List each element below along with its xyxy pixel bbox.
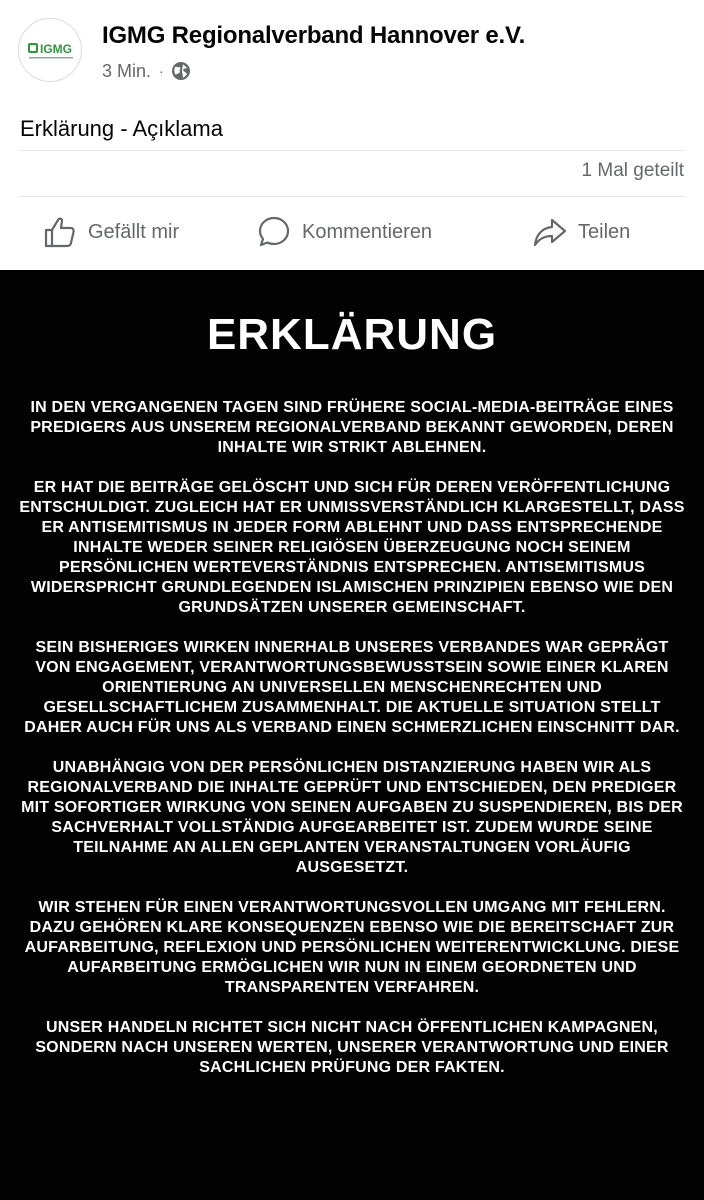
globe-icon[interactable] [171,61,191,81]
comment-bubble-icon [256,214,292,250]
post-time[interactable]: 3 Min. [102,60,152,81]
divider [20,196,684,197]
igmg-logo [19,19,82,82]
statement-title: ERKLÄRUNG [206,310,498,359]
meta-separator: · [159,63,164,79]
like-button[interactable] [42,206,179,258]
thumbs-up-icon [42,214,78,250]
action-bar [0,206,704,258]
post-meta [102,60,191,82]
post-text: Erklärung - Açıklama [20,116,223,141]
share-count[interactable]: 1 Mal geteilt [581,160,684,181]
statement-paragraph: WIR STEHEN FÜR EINEN VERANTWORTUNGSVOLLEN UMGANG MIT FEHLERN. DAZU GEHÖREN KLARE KONSEQUENZEN EBENSO WIE DIE BEREITSCHAFT ZUR AUFARBEITUNG, REFLEXION UND PERSÖNLICHEN WEITERENTWICKLUNG. DIESE AUFARBEITUNG ERMÖGLICHEN WIR NUN IN EINEM GEORDNETEN UND TRANSPARENTEN VERFAHREN. [24,899,680,996]
statement-image[interactable] [0,270,704,1200]
post-header [0,0,704,100]
statement-paragraph: ER HAT DIE BEITRÄGE GELÖSCHT UND SICH FÜR DEREN VERÖFFENTLICHUNG ENTSCHULDIGT. ZUGLEICH HAT ER UNMISSVERSTÄNDLICH KLARGESTELLT, DASS ER ANTISEMITISMUS IN JEDER FORM ABLEHNT UND DASS ENTSPRECHENDE INHALTE WEDER SEINER RELIGIÖSEN ÜBERZEUGUNG NOCH SEINEM PERSÖNLICHEN WERTEVERSTÄNDNIS ENTSPRECHEN. ANTISEMITISMUS WIDERSPRICHT GRUNDLEGENDEN ISLAMISCHEN PRINZIPIEN EBENSO WIE DEN GRUNDSÄTZEN UNSERER GEMEINSCHAFT. [19,479,685,616]
share-label: Teilen [578,220,631,243]
like-label: Gefällt mir [88,220,180,243]
statement-body [18,398,686,1098]
share-button[interactable] [532,206,630,258]
divider [20,150,684,151]
logo-text: IGMG [40,42,72,56]
statement-paragraph: IN DEN VERGANGENEN TAGEN SIND FRÜHERE SOCIAL-MEDIA-BEITRÄGE EINES PREDIGERS AUS UNSEREM REGIONALVERBAND BEKANNT GEWORDEN, DEREN INHALTE WIR STRIKT ABLEHNEN. [30,399,674,456]
page-name[interactable]: IGMG Regionalverband Hannover e.V. [102,22,526,49]
share-arrow-icon [532,214,568,250]
statement-paragraph: UNSER HANDELN RICHTET SICH NICHT NACH ÖFFENTLICHEN KAMPAGNEN, SONDERN NACH UNSEREN WERTEN, UNSERER VERANTWORTUNG UND EINER SACHLICHEN PRÜFUNG DER FAKTEN. [35,1019,669,1076]
comment-label: Kommentieren [302,220,433,243]
page-avatar[interactable] [18,18,82,82]
statement-paragraph: SEIN BISHERIGES WIRKEN INNERHALB UNSERES VERBANDES WAR GEPRÄGT VON ENGAGEMENT, VERANTWORTUNGSBEWUSSTSEIN SOWIE EINER KLAREN ORIENTIERUNG AN UNIVERSELLEN MENSCHENRECHTEN UND GESELLSCHAFTLICHEM ZUSAMMENHALT. DIE AKTUELLE SITUATION STELLT DAHER AUCH FÜR UNS ALS VERBAND EINEN SCHMERZLICHEN EINSCHNITT DAR. [24,639,680,736]
comment-button[interactable] [256,206,432,258]
statement-paragraph: UNABHÄNGIG VON DER PERSÖNLICHEN DISTANZIERUNG HABEN WIR ALS REGIONALVERBAND DIE INHALTE GEPRÜFT UND ENTSCHIEDEN, DEN PREDIGER MIT SOFORTIGER WIRKUNG VON SEINEN AUFGABEN ZU SUSPENDIEREN, BIS DER SACHVERHALT VOLLSTÄNDIG AUFGEARBEITET IST. ZUDEM WURDE SEINE TEILNAHME AN ALLEN GEPLANTEN VERANSTALTUNGEN VORLÄUFIG AUSGESETZT. [21,759,683,876]
